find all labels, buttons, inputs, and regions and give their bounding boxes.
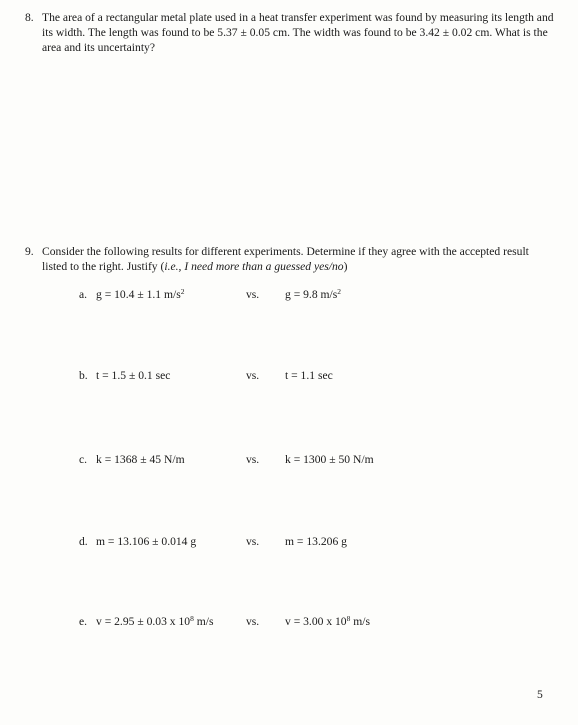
item-b-result: t = 1.5 ± 0.1 sec — [96, 369, 171, 382]
question-8-number: 8. — [25, 11, 34, 24]
item-c-accepted: k = 1300 ± 50 N/m — [285, 453, 374, 466]
item-d-accepted: m = 13.206 g — [285, 535, 347, 548]
worksheet-page: 8. The area of a rectangular metal plate used in a heat transfer experiment was found by measuring its length and its width. The length was found to be 5.37 ± 0.05 cm. The width was found to be 3.42 ± 0.02 cm. What is the area and its uncertainty? 9. Consider the following results for different experiments. Determine if they agree with the accepted result listed to the right. Justify (i.e., I need more than a guessed yes/no) a. g = 10.4 ± 1.1 $m/s^2$ vs. g = 9.8 $m/s^2$ b. t = 1.5 ± 0.1 sec vs. t = 1.1 sec c. k = 1368 ± 45 N/m vs. k = 1300 ± 50 N/m d. m = 13.106 ± 0.014 g vs. m = 13.206 g e. v = 2.95 ± 0.03 x $10^8$ m/s vs. v = 3.00 x $10^8$ m/s 5 — [25, 11, 554, 701]
page-number: 5 — [537, 688, 543, 701]
item-e-result: v = 2.95 ± 0.03 x $10^8$ m/s — [96, 614, 214, 628]
item-a-accepted: g = 9.8 $m/s^2$ — [285, 287, 342, 301]
question-9-text: Consider the following results for different experiments. Determine if they agree with the accepted result listed to the right. Justify (i.e., I need more than a guessed yes/no) — [42, 245, 529, 273]
question-9-justify-note: i.e., I need more than a guessed yes/no — [164, 260, 344, 273]
question-8-text: The area of a rectangular metal plate used in a heat transfer experiment was found by measuring its length and its width. The length was found to be 5.37 ± 0.05 cm. The width was found to be 3.42 ± 0.02 cm. What is the area and its uncertainty? — [42, 11, 554, 54]
question-9-number: 9. — [25, 245, 34, 258]
item-a-result: g = 10.4 ± 1.1 $m/s^2$ — [96, 287, 185, 301]
item-c-result: k = 1368 ± 45 N/m — [96, 453, 185, 466]
item-d-result: m = 13.106 ± 0.014 g — [96, 535, 197, 548]
item-b-accepted: t = 1.1 sec — [285, 369, 333, 382]
item-e-accepted: v = 3.00 x $10^8$ m/s — [285, 614, 371, 628]
